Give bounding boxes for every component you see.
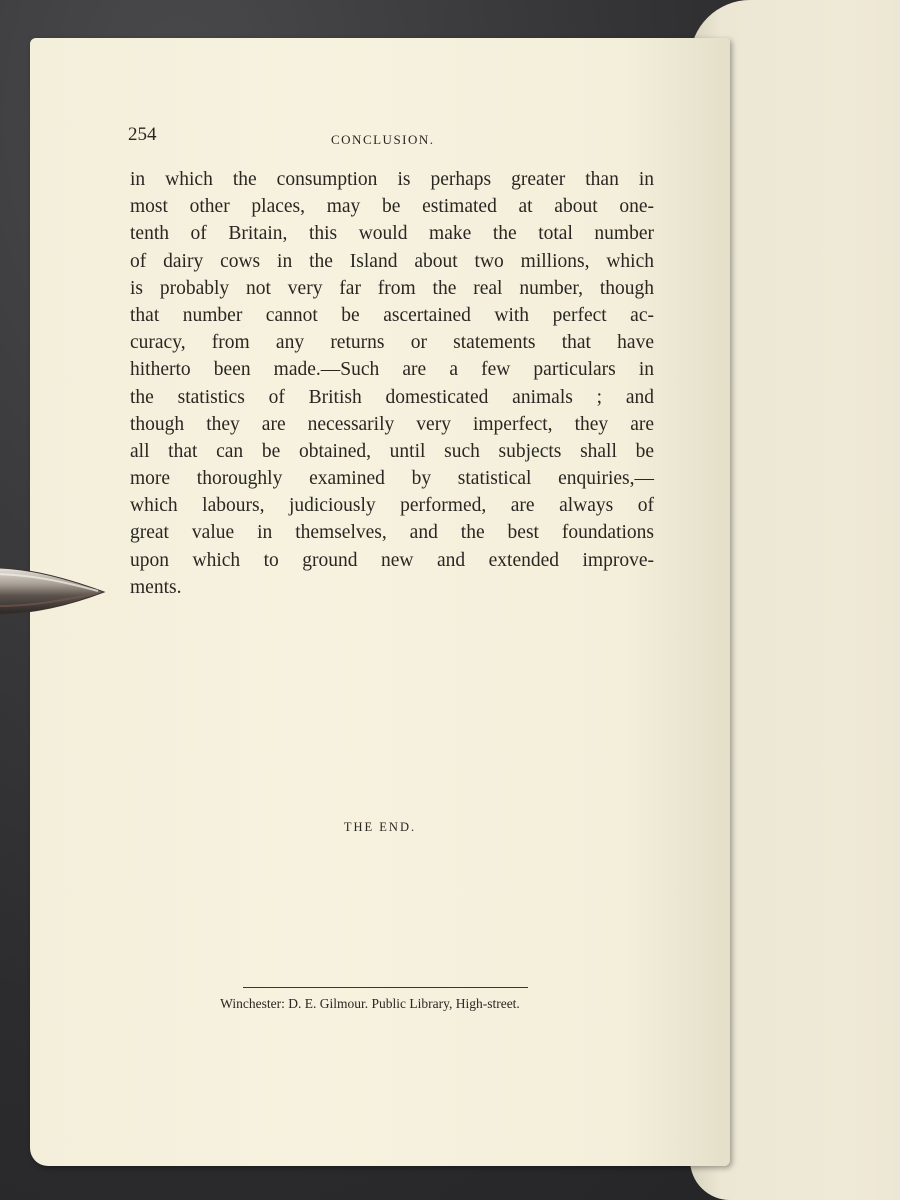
body-line: is probably not very far from the real number, though: [130, 277, 654, 299]
running-title: CONCLUSION.: [331, 132, 435, 147]
body-line: which labours, judiciously performed, are always of: [130, 495, 654, 517]
body-line: ments.: [130, 576, 182, 598]
pen-tip-pointer: [0, 562, 108, 620]
body-line: of dairy cows in the Island about two millions, which: [130, 250, 654, 272]
body-line: in which the consumption is perhaps greater than in: [130, 169, 654, 190]
body-line: curacy, from any returns or statements that have: [130, 332, 654, 354]
body-line: most other places, may be estimated at about one-: [130, 196, 654, 218]
running-head: [128, 124, 658, 154]
page-number: 254: [128, 124, 157, 145]
body-line: tenth of Britain, this would make the total number: [130, 223, 654, 245]
body-line: that number cannot be ascertained with perfect ac-: [130, 304, 654, 326]
printer-imprint: Winchester: D. E. Gilmour. Public Library, High-street.: [220, 996, 520, 1011]
body-line: more thoroughly examined by statistical enquiries,—: [130, 468, 654, 490]
the-end-label: THE END.: [343, 820, 417, 834]
imprint-rule: [243, 987, 528, 988]
body-line: all that can be obtained, until such subjects shall be: [130, 440, 654, 462]
body-line: hitherto been made.—Such are a few particulars in: [130, 359, 654, 381]
body-text: [130, 166, 654, 601]
body-line: the statistics of British domesticated animals ; and: [130, 386, 654, 408]
body-line: great value in themselves, and the best foundations: [130, 522, 654, 544]
body-line: upon which to ground new and extended improve-: [130, 549, 654, 571]
body-line: though they are necessarily very imperfect, they are: [130, 413, 654, 435]
